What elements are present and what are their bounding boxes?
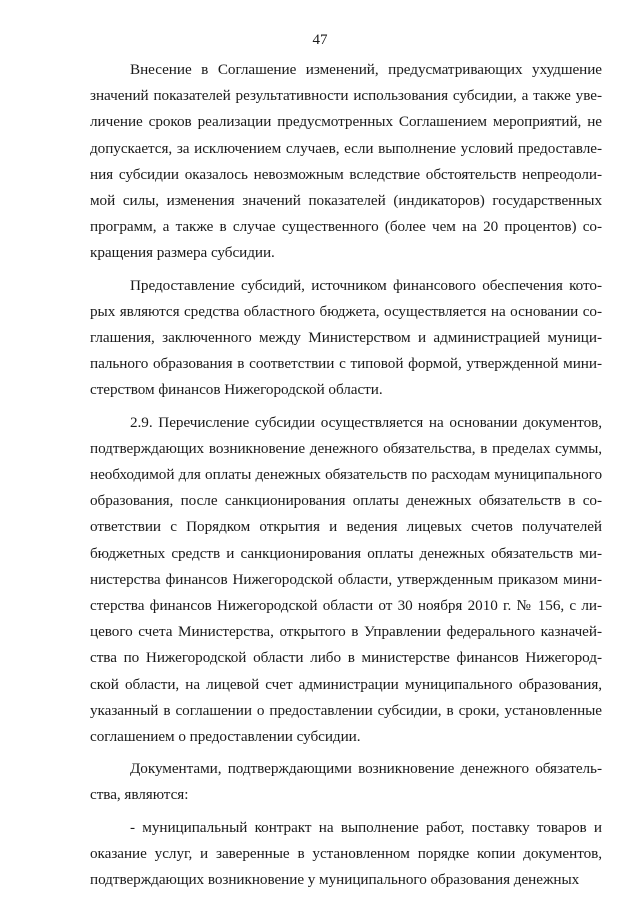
paragraph-documents-intro: Документами, подтверждающими возникновение денежного обязательства, являются:: [90, 760, 602, 804]
paragraph-municipal-contract: - муниципальный контракт на выполнение работ, поставку товаров и оказание услуг, и заверенные в установленном порядке копии документов, подтверждающих возникновение у муниципального образования денежных: [90, 818, 602, 889]
page-number: 47: [312, 32, 328, 48]
page-body: [90, 57, 602, 899]
paragraph-agreement-changes: Внесение в Соглашение изменений, предусматривающих ухудшение значений показателей результативности использования субсидии, а также увеличение сроков реализации предусмотренных Соглашением мероприятий, не допускается, за исключением случаев, если выполнение условий предоставления субсидии оказалось невозможным вследствие обстоятельств непреодолимой силы, изменения значений показателей (индикаторов) государственных программ, а также в случае существенного (более чем на 20 процентов) сокращения размера субсидии.: [90, 61, 602, 262]
paragraph-subsidy-transfer: 2.9. Перечисление субсидии осуществляется на основании документов, подтверждающих возникновение денежного обязательства, в пределах суммы, необходимой для оплаты денежных обязательств по расходам муниципального образования, после санкционирования оплаты денежных обязательств в соответствии с Порядком открытия и ведения лицевых счетов получателей бюджетных средств и санкционирования оплаты денежных обязательств министерства финансов Нижегородской области, утвержденным приказом министерства финансов Нижегородской области от 30 ноября 2010 г. № 156, с лицевого счета Министерства, открытого в Управлении федерального казначейства по Нижегородской области либо в министерстве финансов Нижегородской области, на лицевой счет администрации муниципального образования, указанный в соглашении о предоставлении субсидии, в сроки, установленные соглашением о предоставлении субсидии.: [90, 413, 602, 746]
paragraph-subsidy-provision: Предоставление субсидий, источником финансового обеспечения которых являются средства областного бюджета, осуществляется на основании соглашения, заключенного между Министерством и администрацией муниципального образования в соответствии с типовой формой, утвержденной министерством финансов Нижегородской области.: [90, 276, 602, 399]
